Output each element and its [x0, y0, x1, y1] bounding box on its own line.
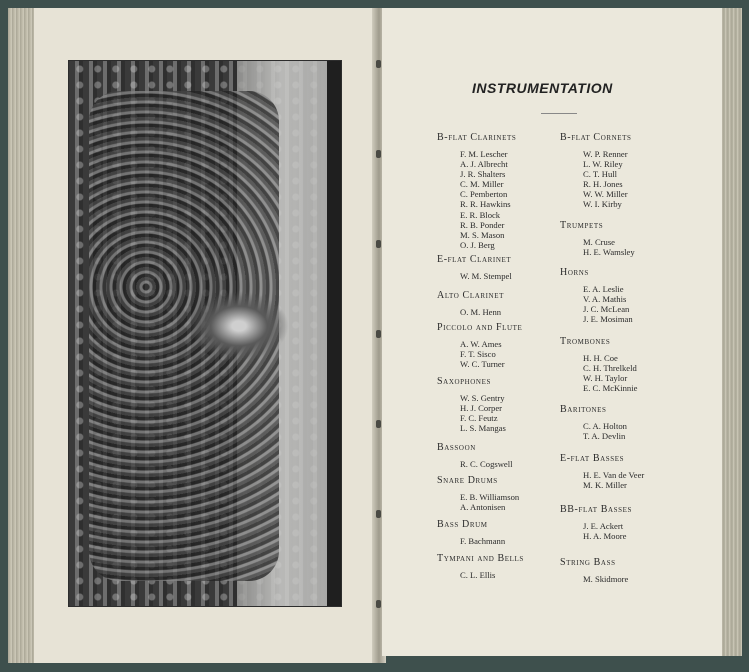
- section-heading: E-flat Basses: [560, 453, 625, 464]
- member-name: F. M. Lescher: [460, 149, 508, 159]
- instrument-section: [437, 290, 562, 317]
- member-name: E. B. Williamson: [460, 492, 520, 502]
- instrument-section: [437, 553, 562, 580]
- instrument-section: [437, 475, 562, 512]
- member-name: H. E. Van de Veer: [583, 470, 645, 480]
- section-heading: B-flat Clarinets: [437, 132, 517, 143]
- instrument-section: [560, 267, 685, 324]
- member-name: J. E. Ackert: [583, 521, 624, 531]
- member-name: W. S. Gentry: [460, 393, 505, 403]
- member-name: H. J. Corper: [460, 403, 503, 414]
- member-name: R. B. Ponder: [460, 219, 505, 230]
- member-name: R. C. Cogswell: [460, 459, 513, 469]
- member-name: A. J. Albrecht: [460, 159, 508, 170]
- section-heading: Trombones: [560, 336, 611, 347]
- section-heading: Baritones: [560, 404, 607, 415]
- member-name: L. S. Mangas: [460, 423, 506, 434]
- section-heading: Bass Drum: [437, 519, 488, 530]
- member-name: A. W. Ames: [460, 339, 502, 349]
- section-heading: Snare Drums: [437, 475, 498, 486]
- member-name: J. C. McLean: [583, 304, 630, 315]
- section-heading: E-flat Clarinet: [437, 254, 512, 265]
- member-name: R. H. Jones: [583, 179, 623, 190]
- member-name: W. I. Kirby: [583, 199, 622, 210]
- instrument-section: [437, 132, 562, 250]
- stitch-mark: [376, 600, 381, 608]
- section-heading: BB-flat Basses: [560, 504, 632, 515]
- section-heading: Piccolo and Flute: [437, 322, 523, 333]
- member-name: J. R. Shalters: [460, 169, 506, 180]
- photo-plant: [189, 291, 289, 361]
- member-name: F. C. Feutz: [460, 413, 498, 424]
- instrument-section: [560, 336, 685, 393]
- section-heading: Tympani and Bells: [437, 553, 524, 564]
- member-name: W. M. Stempel: [460, 271, 512, 281]
- stitch-mark: [376, 330, 381, 338]
- member-name: J. E. Mosiman: [583, 314, 633, 325]
- member-name: T. A. Devlin: [583, 431, 626, 442]
- instrument-section: [560, 220, 685, 257]
- instrument-section: [437, 519, 562, 546]
- instrument-section: [560, 132, 685, 210]
- instrument-section: [560, 453, 685, 490]
- member-name: A. Antonisen: [460, 502, 506, 513]
- stitch-mark: [376, 150, 381, 158]
- member-name: C. Pemberton: [460, 189, 508, 200]
- member-name: E. R. Block: [460, 209, 501, 220]
- member-name: W. C. Turner: [460, 359, 505, 370]
- member-name: V. A. Mathis: [583, 294, 627, 305]
- member-name: F. Bachmann: [460, 536, 506, 546]
- member-name: C. H. Threlkeld: [583, 363, 637, 374]
- section-heading: Bassoon: [437, 442, 476, 453]
- member-name: C. A. Holton: [583, 421, 627, 431]
- member-name: M. S. Mason: [460, 229, 505, 240]
- member-name: M. K. Miller: [583, 480, 627, 491]
- member-name: H. A. Moore: [583, 531, 627, 542]
- member-name: F. T. Sisco: [460, 349, 496, 360]
- instrument-section: [560, 404, 685, 441]
- stitch-mark: [376, 240, 381, 248]
- section-heading: B-flat Cornets: [560, 132, 632, 143]
- member-name: W. H. Taylor: [583, 373, 628, 384]
- band-photograph: [68, 60, 342, 607]
- stitch-mark: [376, 510, 381, 518]
- instrument-section: [437, 442, 562, 469]
- section-heading: Trumpets: [560, 220, 604, 231]
- member-name: M. Cruse: [583, 237, 615, 247]
- member-name: C. L. Ellis: [460, 570, 496, 580]
- stitch-mark: [376, 60, 381, 68]
- page-edges: [722, 8, 742, 656]
- member-name: H. E. Wamsley: [583, 247, 635, 258]
- instrument-section: [560, 557, 685, 584]
- member-name: O. J. Berg: [460, 239, 495, 250]
- stitch-mark: [376, 420, 381, 428]
- member-name: C. T. Hull: [583, 169, 618, 180]
- member-name: W. P. Renner: [583, 149, 628, 159]
- title-rule: [541, 113, 577, 114]
- section-heading: Saxophones: [437, 376, 491, 387]
- instrument-section: [560, 504, 685, 541]
- instrument-section: [437, 376, 562, 433]
- page-title: INSTRUMENTATION: [472, 80, 613, 96]
- instrument-section: [437, 322, 562, 369]
- member-name: C. M. Miller: [460, 179, 504, 190]
- page-edges: [8, 8, 34, 663]
- section-heading: Horns: [560, 267, 589, 278]
- member-name: L. W. Riley: [583, 159, 623, 170]
- section-heading: Alto Clarinet: [437, 290, 504, 301]
- member-name: E. A. Leslie: [583, 284, 624, 294]
- member-name: W. W. Miller: [583, 189, 628, 200]
- member-name: E. C. McKinnie: [583, 383, 638, 394]
- section-heading: String Bass: [560, 557, 616, 568]
- member-name: M. Skidmore: [583, 574, 629, 584]
- member-name: H. H. Coe: [583, 353, 618, 363]
- instrument-section: [437, 254, 562, 281]
- member-name: O. M. Henn: [460, 307, 502, 317]
- photo-edge: [327, 61, 341, 606]
- member-name: R. R. Hawkins: [460, 199, 511, 210]
